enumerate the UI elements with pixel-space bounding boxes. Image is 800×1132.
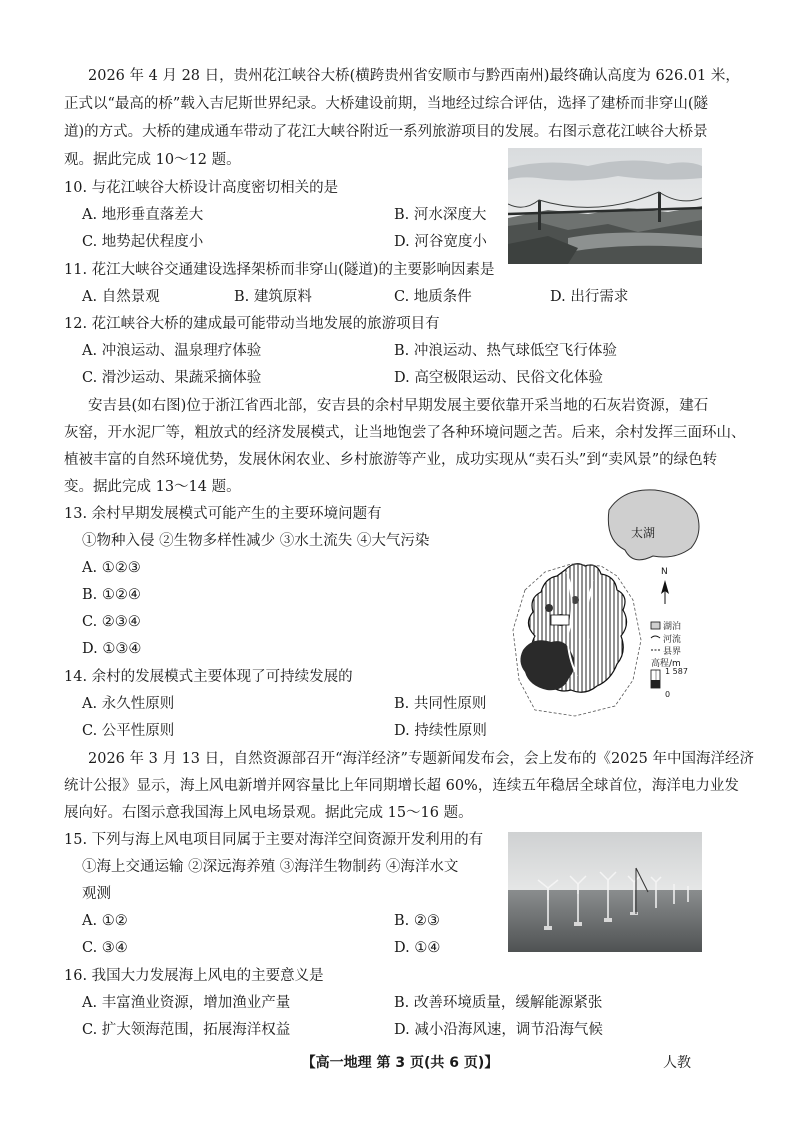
q12-option-a[interactable]: A. 冲浪运动、温泉理疗体验: [82, 343, 262, 359]
publisher-label: 人教: [663, 1055, 691, 1071]
q15-items-line-1: ①海上交通运输 ②深远海养殖 ③海洋生物制药 ④海洋水文: [82, 859, 459, 875]
legend-lake-label: 湖泊: [663, 622, 682, 632]
q15-option-d[interactable]: D. ①④: [394, 940, 441, 956]
legend-elevation-max: 1 587: [665, 667, 688, 676]
north-arrow-icon: [661, 580, 669, 604]
bridge-photo: [508, 148, 702, 264]
q15-option-a[interactable]: A. ①②: [82, 913, 128, 929]
passage-1-line-1: 2026 年 4 月 28 日，贵州花江峡谷大桥(横跨贵州省安顺市与黔西南州)最终确认高度为 626.01 米，: [88, 68, 740, 84]
passage-2-line-4: 变。据此完成 13～14 题。: [64, 479, 241, 495]
q13-option-c[interactable]: C. ②③④: [82, 614, 141, 630]
offshore-wind-farm-photo: [508, 832, 702, 952]
q16-option-b[interactable]: B. 改善环境质量，缓解能源紧张: [394, 995, 603, 1011]
q15-option-c[interactable]: C. ③④: [82, 940, 128, 956]
passage-3-line-1: 2026 年 3 月 13 日，自然资源部召开“海洋经济”专题新闻发布会，会上发布的《2025 年中国海洋经济: [88, 751, 754, 767]
q10-option-d[interactable]: D. 河谷宽度小: [394, 234, 487, 250]
q16-option-d[interactable]: D. 减小沿海风速，调节沿海气候: [394, 1022, 603, 1038]
q12-option-d[interactable]: D. 高空极限运动、民俗文化体验: [394, 370, 603, 386]
q10-option-b[interactable]: B. 河水深度大: [394, 207, 487, 223]
passage-2-line-1: 安吉县(如右图)位于浙江省西北部，安吉县的余村早期发展主要依靠开采当地的石灰岩资源，建石: [88, 398, 709, 414]
q11-option-b[interactable]: B. 建筑原料: [234, 289, 312, 305]
q13-option-d[interactable]: D. ①③④: [82, 641, 142, 657]
legend-elevation-title: 高程/m: [651, 659, 681, 669]
q16-option-c[interactable]: C. 扩大领海范围，拓展海洋权益: [82, 1022, 291, 1038]
passage-1-line-3: 道)的方式。大桥的建成通车带动了花江大峡谷附近一系列旅游项目的发展。右图示意花江峡谷大桥景: [64, 124, 708, 140]
passage-3-line-2: 统计公报》显示，海上风电新增并网容量比上年同期增长超 60%，连续五年稳居全球首位，海洋电力业发: [64, 778, 739, 794]
passage-3-line-3: 展向好。右图示意我国海上风电场景观。据此完成 15～16 题。: [64, 805, 473, 821]
legend-lake-swatch: [651, 622, 660, 629]
map-north-label: N: [661, 567, 668, 577]
passage-2-line-2: 灰窑，开水泥厂等，粗放式的经济发展模式，让当地饱尝了各种环境问题之苦。后来，余村发挥三面环山、: [64, 425, 746, 441]
anji-county-map: [505, 480, 705, 730]
q13-items: ①物种入侵 ②生物多样性减少 ③水土流失 ④大气污染: [82, 533, 430, 549]
map-lake-label: 太湖: [631, 526, 656, 540]
question-15-stem: 15. 下列与海上风电项目同属于主要对海洋空间资源开发利用的有: [64, 832, 484, 848]
legend-border-label: 县界: [663, 647, 682, 657]
q15-option-b[interactable]: B. ②③: [394, 913, 440, 929]
passage-1-line-4: 观。据此完成 10～12 题。: [64, 152, 241, 168]
q14-option-a[interactable]: A. 永久性原则: [82, 696, 175, 712]
q16-option-a[interactable]: A. 丰富渔业资源，增加渔业产量: [82, 995, 291, 1011]
q14-option-c[interactable]: C. 公平性原则: [82, 723, 175, 739]
question-10-stem: 10. 与花江峡谷大桥设计高度密切相关的是: [64, 180, 339, 196]
legend-elevation-min: 0: [665, 690, 671, 699]
passage-1-line-2: 正式以“最高的桥”载入吉尼斯世界纪录。大桥建设前期，当地经过综合评估，选择了建桥而非穿山(隧: [64, 96, 708, 112]
question-14-stem: 14. 余村的发展模式主要体现了可持续发展的: [64, 669, 353, 685]
q13-option-a[interactable]: A. ①②③: [82, 560, 141, 576]
q10-option-c[interactable]: C. 地势起伏程度小: [82, 234, 204, 250]
question-16-stem: 16. 我国大力发展海上风电的主要意义是: [64, 968, 324, 984]
q11-option-a[interactable]: A. 自然景观: [82, 289, 160, 305]
question-11-stem: 11. 花江大峡谷交通建设选择架桥而非穿山(隧道)的主要影响因素是: [64, 262, 495, 278]
q11-option-c[interactable]: C. 地质条件: [394, 289, 472, 305]
q12-option-c[interactable]: C. 滑沙运动、果蔬采摘体验: [82, 370, 262, 386]
legend-river-label: 河流: [663, 635, 682, 645]
q14-option-b[interactable]: B. 共同性原则: [394, 696, 487, 712]
q14-option-d[interactable]: D. 持续性原则: [394, 723, 487, 739]
q11-option-d[interactable]: D. 出行需求: [550, 289, 629, 305]
q15-items-line-2: 观测: [82, 886, 111, 902]
wind-farm-image: [508, 832, 702, 952]
question-12-stem: 12. 花江峡谷大桥的建成最可能带动当地发展的旅游项目有: [64, 316, 440, 332]
passage-2-line-3: 植被丰富的自然环境优势，发展休闲农业、乡村旅游等产业，成功实现从“卖石头”到“卖风景”的绿色转: [64, 452, 718, 468]
question-13-stem: 13. 余村早期发展模式可能产生的主要环境问题有: [64, 506, 382, 522]
legend-river-swatch: [651, 636, 660, 638]
q12-option-b[interactable]: B. 冲浪运动、热气球低空飞行体验: [394, 343, 617, 359]
bridge-landscape-image: [508, 148, 702, 264]
q10-option-a[interactable]: A. 地形垂直落差大: [82, 207, 204, 223]
page-footer: 【高一地理 第 3 页(共 6 页)】: [301, 1055, 499, 1071]
q13-option-b[interactable]: B. ①②④: [82, 587, 141, 603]
